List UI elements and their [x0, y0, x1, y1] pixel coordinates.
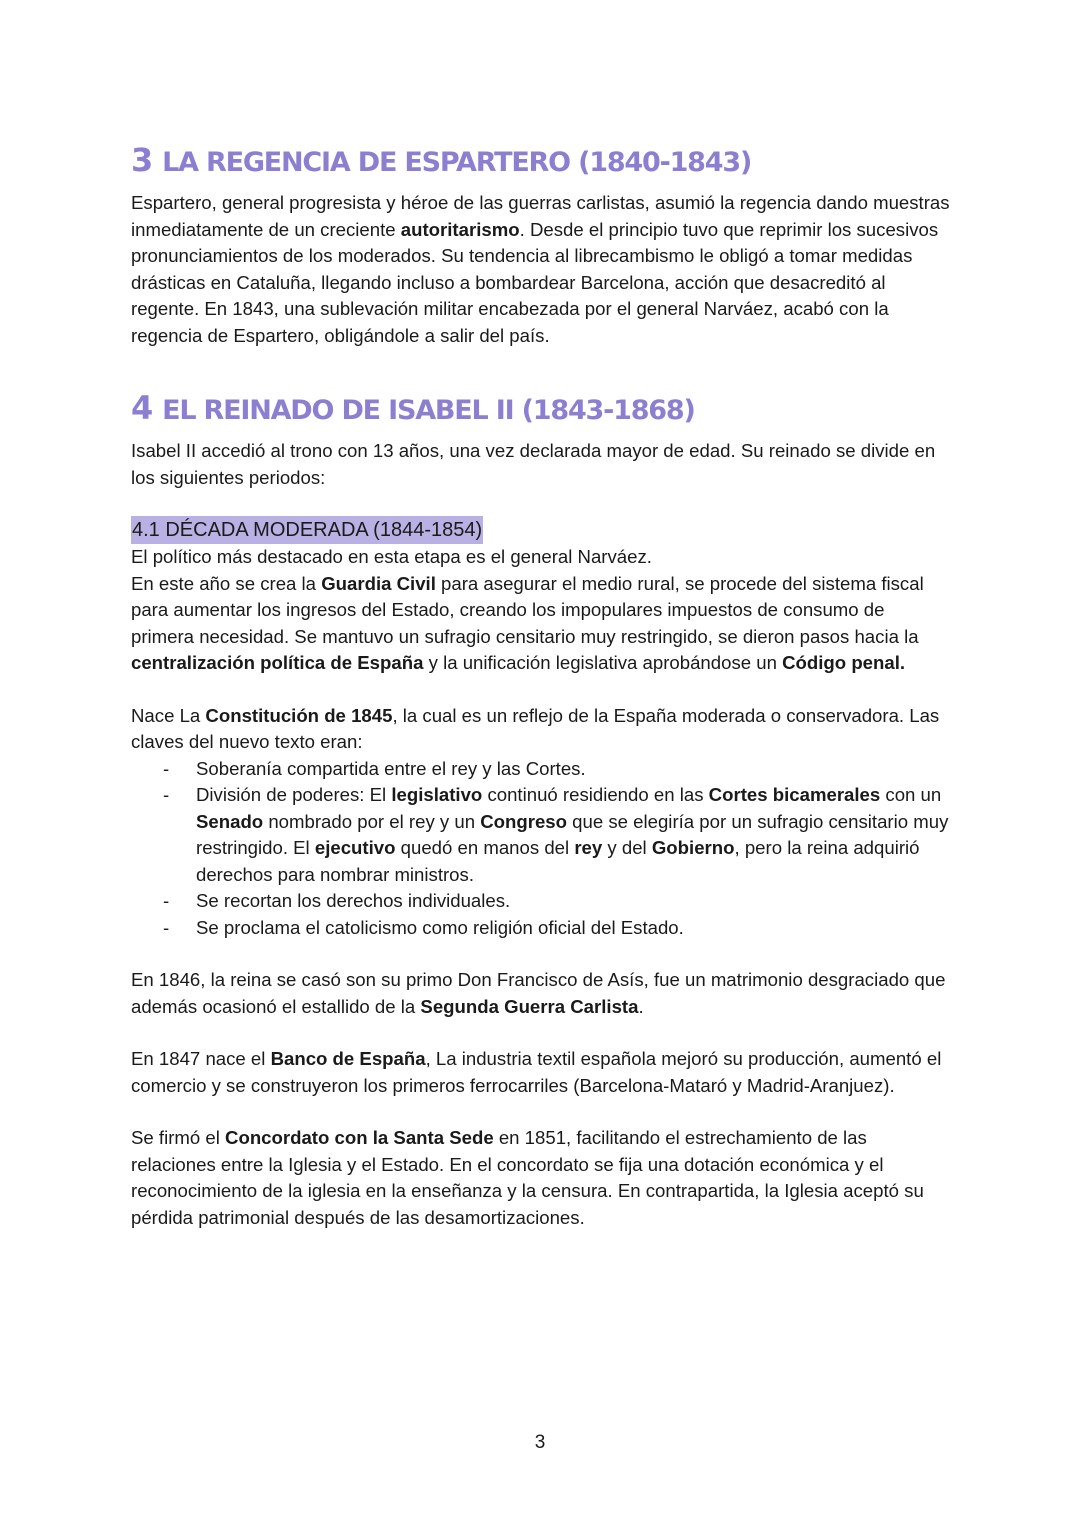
- text-run: y la unificación legislativa aprobándose un: [423, 652, 783, 673]
- list-item: - Se proclama el catolicismo como religión oficial del Estado.: [131, 915, 951, 942]
- paragraph-constitucion: [131, 703, 951, 756]
- bold-term: legislativo: [391, 784, 483, 805]
- bold-term: Banco de España: [270, 1048, 426, 1069]
- page-number: 3: [534, 1432, 546, 1453]
- subsection-4-1-heading: 4.1 DÉCADA MODERADA (1844-1854): [131, 516, 483, 544]
- document-page: [131, 140, 951, 1231]
- text-run: .: [638, 995, 644, 1017]
- text-run: continuó residiendo en las: [482, 784, 709, 805]
- bold-term: Congreso: [480, 810, 567, 832]
- bold-term: Cortes bicamerales: [708, 784, 881, 805]
- bold-term: ejecutivo: [314, 837, 396, 858]
- text-run: Se firmó el: [131, 1127, 226, 1148]
- text-run: En este año se crea la: [131, 572, 322, 594]
- text-run: , pero la reina adquirió derechos para nombrar ministros.: [196, 837, 920, 885]
- bold-term: Guardia Civil: [321, 572, 436, 594]
- list-item: - Se recortan los derechos individuales.: [131, 888, 951, 915]
- text-run: para asegurar el medio rural, se procede del sistema fiscal para aumentar los ingresos del Estado, creando los impopulares impuestos de consumo de primera necesidad. Se mantuvo un sufragio censitario muy restringido, se dieron pasos hacia la: [131, 572, 924, 647]
- text-run: En 1847 nace el: [131, 1048, 271, 1069]
- subsection-heading-wrap: [131, 516, 951, 544]
- section-4-title: EL REINADO DE ISABEL II (1843-1868): [162, 395, 695, 426]
- text-run: en 1851, facilitando el estrechamiento de las relaciones entre la Iglesia y el Estado. En el concordato se fija una dotación económica y el reconocimiento de la iglesia en la enseñanza y la censura. En contrapartida, la Iglesia aceptó su pérdida patrimonial después de las desamortizaciones.: [131, 1127, 924, 1228]
- list-item: [131, 782, 951, 888]
- text-run: y del: [602, 837, 652, 858]
- constitution-keys-list: [131, 756, 951, 942]
- text-run: con un: [880, 784, 942, 805]
- section-3-number: 3: [131, 141, 153, 179]
- paragraph-guardia-civil: [131, 571, 951, 677]
- bold-term: Código penal.: [782, 652, 906, 673]
- text-run: División de poderes: El: [196, 784, 392, 805]
- list-item: - Soberanía compartida entre el rey y las Cortes.: [131, 756, 951, 783]
- text-run: que se elegiría por un sufragio censitario muy restringido. El: [196, 810, 949, 858]
- text-run: En 1846, la reina se casó son su primo Don Francisco de Asís, fue un matrimonio desgraciado que además ocasionó el estallido de la: [131, 969, 946, 1017]
- bold-term: Segunda Guerra Carlista: [420, 995, 639, 1017]
- paragraph-narvaez: El político más destacado en esta etapa es el general Narváez.: [131, 546, 652, 567]
- text-run: nombrado por el rey y un: [263, 810, 481, 832]
- section-4-intro: Isabel II accedió al trono con 13 años, una vez declarada mayor de edad. Su reinado se divide en los siguientes periodos:: [131, 440, 936, 488]
- paragraph-1847: [131, 1046, 951, 1099]
- bold-term: rey: [574, 837, 603, 858]
- section-3-paragraph: [131, 190, 951, 349]
- text-run: Nace La: [131, 704, 206, 726]
- section-3-title: LA REGENCIA DE ESPARTERO (1840-1843): [162, 147, 752, 178]
- bold-term: Constitución de 1845: [205, 704, 393, 726]
- bold-term: Gobierno: [651, 837, 735, 858]
- text-run: , la cual es un reflejo de la España moderada o conservadora. Las claves del nuevo texto eran:: [131, 704, 940, 752]
- bold-term: centralización política de España: [131, 652, 424, 673]
- bold-term: autoritarismo: [400, 218, 520, 240]
- text-run: quedó en manos del: [395, 837, 575, 858]
- section-4-heading: [131, 388, 951, 431]
- section-4-number: 4: [131, 389, 153, 427]
- text-run: . Desde el principio tuvo que reprimir los sucesivos pronunciamientos de los moderados. Su tendencia al librecambismo le obligó a tomar medidas drásticas en Cataluña, llegando incluso a bombardear Barcelona, acción que desacreditó al regente. En 1843, una sublevación militar encabezada por el general Narváez, acabó con la regencia de Espartero, obligándole a salir del país.: [131, 218, 939, 346]
- text-run: Espartero, general progresista y héroe de las guerras carlistas, asumió la regencia dando muestras inmediatamente de un creciente: [131, 192, 950, 240]
- section-3-heading: [131, 140, 951, 183]
- bold-term: Concordato con la Santa Sede: [225, 1127, 494, 1148]
- paragraph-1846: [131, 967, 951, 1020]
- paragraph-concordato: [131, 1125, 951, 1231]
- text-run: , La industria textil española mejoró su producción, aumentó el comercio y se construyeron los primeros ferrocarriles (Barcelona-Mataró y Madrid-Aranjuez).: [131, 1048, 942, 1096]
- bold-term: Senado: [196, 810, 264, 832]
